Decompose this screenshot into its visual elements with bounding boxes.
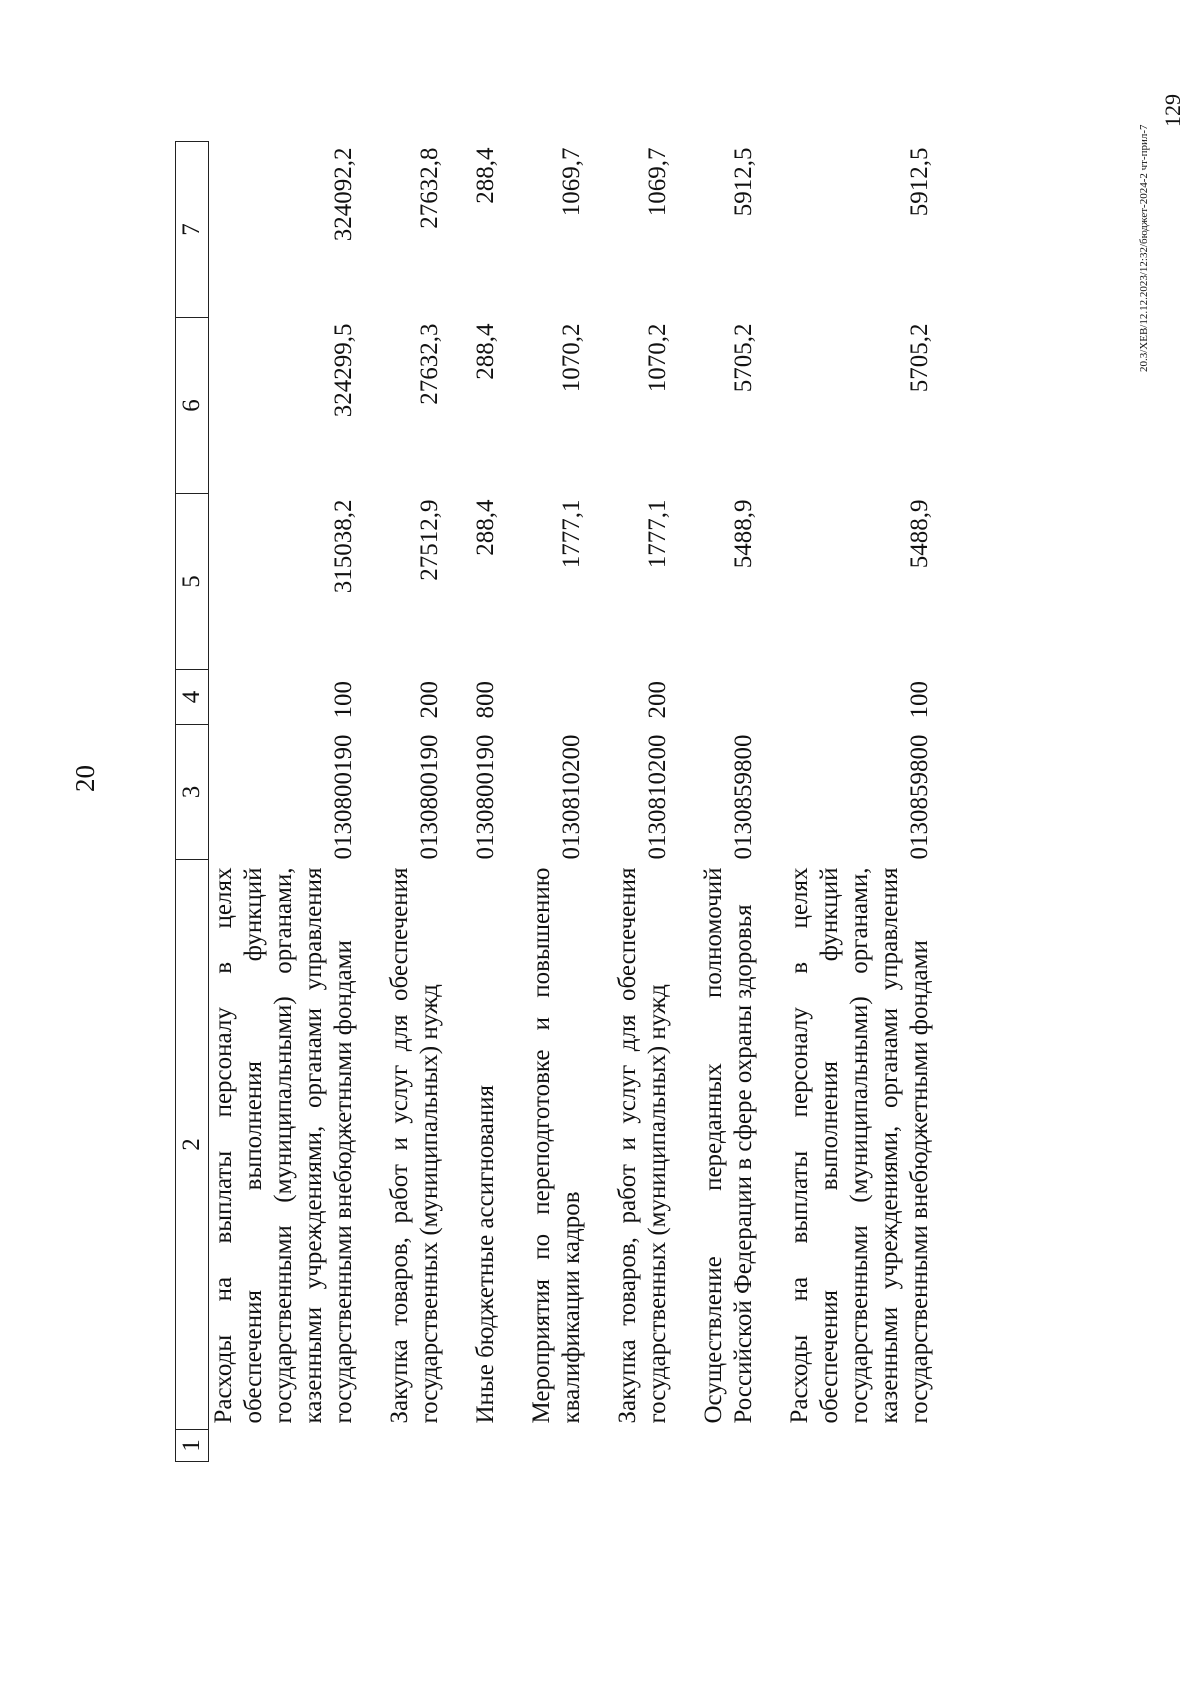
expense-type xyxy=(527,670,613,725)
column-header: 3 xyxy=(176,725,209,860)
amount-col7: 288,4 xyxy=(472,147,499,204)
expense-name: Закупка товаров, работ и услуг для обеспечения государственных (муниципальных) нужд xyxy=(386,867,443,1424)
amount-col7: 5912,5 xyxy=(906,147,933,217)
table-header-row xyxy=(176,142,209,1462)
amount-col7: 324092,2 xyxy=(330,147,357,242)
target-article-code: 0130800190 xyxy=(330,734,357,860)
amount-col6: 1070,2 xyxy=(644,323,671,393)
column-header: 7 xyxy=(176,142,209,318)
expense-name: Расходы на выплаты персоналу в целях обеспечения выполнения функций государственными (муниципальными) органами, казенными учреждениями, органами управления государственными внебюджетными фондами xyxy=(210,867,357,1424)
sheet-number: 129 xyxy=(1160,94,1185,127)
table-row xyxy=(699,142,785,1462)
amount-col6: 1070,2 xyxy=(558,323,585,393)
expense-name: Закупка товаров, работ и услуг для обеспечения государственных (муниципальных) нужд xyxy=(614,867,671,1424)
table-row xyxy=(527,142,613,1462)
column-header: 4 xyxy=(176,670,209,725)
amount-col6: 288,4 xyxy=(472,323,499,380)
amount-col6: 5705,2 xyxy=(730,323,757,393)
expense-name: Осуществление переданных полномочий Российской Федерации в сфере охраны здоровья xyxy=(700,867,757,1424)
expense-type xyxy=(699,670,785,725)
table-row xyxy=(385,142,471,1462)
amount-col5: 5488,9 xyxy=(730,499,757,569)
target-article-code: 0130810200 xyxy=(644,734,671,860)
page-number: 20 xyxy=(70,765,100,792)
target-article-code: 0130859800 xyxy=(730,734,757,860)
expense-type: 200 xyxy=(644,681,671,719)
table-row xyxy=(785,142,935,1462)
amount-col7: 1069,7 xyxy=(644,147,671,217)
column-header: 6 xyxy=(176,318,209,494)
amount-col7: 27632,8 xyxy=(416,147,443,229)
expense-type: 100 xyxy=(906,681,933,719)
column-header: 5 xyxy=(176,494,209,670)
amount-col7: 1069,7 xyxy=(558,147,585,217)
amount-col5: 27512,9 xyxy=(416,499,443,581)
target-article-code: 0130810200 xyxy=(558,734,585,860)
amount-col5: 1777,1 xyxy=(558,499,585,569)
target-article-code: 0130800190 xyxy=(416,734,443,860)
expense-name: Мероприятия по переподготовке и повышению квалификации кадров xyxy=(528,867,585,1424)
amount-col5: 5488,9 xyxy=(906,499,933,569)
expense-name: Расходы на выплаты персоналу в целях обеспечения выполнения функций государственными (муниципальными) органами, казенными учреждениями, органами управления государственными внебюджетными фондами xyxy=(786,867,933,1424)
target-article-code: 0130859800 xyxy=(906,734,933,860)
amount-col7: 5912,5 xyxy=(730,147,757,217)
amount-col6: 27632,3 xyxy=(416,323,443,405)
expense-type: 100 xyxy=(330,681,357,719)
column-header: 2 xyxy=(176,860,209,1430)
amount-col5: 288,4 xyxy=(472,499,499,556)
table-row xyxy=(613,142,699,1462)
amount-col6: 324299,5 xyxy=(330,323,357,418)
budget-table xyxy=(175,141,935,1462)
table-row xyxy=(209,142,386,1462)
amount-col5: 315038,2 xyxy=(330,499,357,594)
amount-col6: 5705,2 xyxy=(906,323,933,393)
document-footer-code: 20.3/XEB/12.12.2023/12:32/бюджет-2024-2 чт-прил-7 xyxy=(1138,124,1150,372)
expense-type: 800 xyxy=(472,681,499,719)
expense-name: Иные бюджетные ассигнования xyxy=(472,1084,499,1424)
target-article-code: 0130800190 xyxy=(472,734,499,860)
column-header: 1 xyxy=(176,1430,209,1462)
amount-col5: 1777,1 xyxy=(644,499,671,569)
table-row xyxy=(471,142,527,1462)
expense-type: 200 xyxy=(416,681,443,719)
